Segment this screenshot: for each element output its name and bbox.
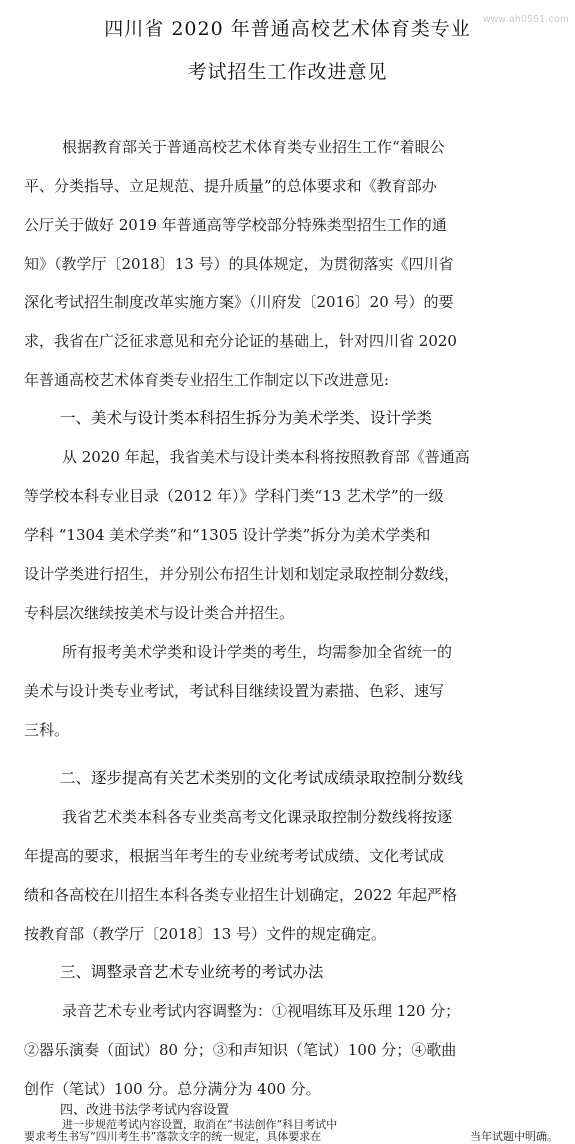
- intro-line: 深化考试招生制度改革实施方案》（川府发〔2016〕20 号）的要: [24, 293, 454, 311]
- paragraph-line: 录音艺术专业考试内容调整为：①视唱练耳及乐理 120 分；: [62, 1002, 461, 1020]
- section-heading: 三、调整录音艺术专业统考的考试办法: [60, 963, 324, 981]
- intro-line: 平、分类指导、立足规范、提升质量”的总体要求和《教育部办: [24, 177, 437, 195]
- paragraph-line: 年提高的要求，根据当年考生的专业统考考试成绩、文化考试成: [24, 847, 445, 865]
- section-heading: 四、改进书法学考试内容设置: [60, 1103, 230, 1118]
- paragraph-line: 等学校本科专业目录（2012 年）》学科门类“13 艺术学”的一级: [24, 487, 444, 505]
- paragraph-line: 我省艺术类本科各专业类高考文化课录取控制分数线将按逐: [62, 808, 453, 826]
- intro-line: 求，我省在广泛征求意见和充分论证的基础上，针对四川省 2020: [24, 332, 457, 350]
- paragraph-line: 要求考生书写“四川考生书”落款文字的统一规定，具体要求在: [24, 1130, 322, 1143]
- paragraph-line: 进一步规范考试内容设置，取消在“书法创作”科目考试中: [62, 1118, 338, 1131]
- section-heading: 一、美术与设计类本科招生拆分为美术学类、设计学类: [60, 409, 433, 427]
- paragraph-line: 美术与设计类专业考试，考试科目继续设置为素描、色彩、速写: [24, 682, 445, 700]
- paragraph-line: 创作（笔试）100 分。总分满分为 400 分。: [24, 1080, 321, 1098]
- intro-line: 根据教育部关于普通高校艺术体育类专业招生工作“着眼公: [62, 138, 445, 156]
- paragraph-line: 所有报考美术学类和设计学类的考生，均需参加全省统一的: [62, 643, 453, 661]
- section-heading: 二、逐步提高有关艺术类别的文化考试成绩录取控制分数线: [60, 769, 464, 787]
- paragraph-line: 当年试题中明确。: [470, 1130, 558, 1143]
- paragraph-line: 设计学类进行招生，并分别公布招生计划和划定录取控制分数线，: [24, 565, 460, 583]
- document-title-line-2: 考试招生工作改进意见: [187, 61, 388, 83]
- paragraph-line: 按教育部（教学厅〔2018〕13 号）文件的规定确定。: [24, 925, 387, 943]
- intro-line: 公厅关于做好 2019 年普通高等学校部分特殊类型招生工作的通: [24, 216, 447, 234]
- document-title-line-1: 四川省 2020 年普通高校艺术体育类专业: [104, 18, 471, 40]
- intro-line: 知》（教学厅〔2018〕13 号）的具体规定，为贯彻落实《四川省: [24, 255, 454, 273]
- paragraph-line: 三科。: [24, 721, 70, 739]
- paragraph-line: 专科层次继续按美术与设计类合并招生。: [24, 604, 295, 622]
- paragraph-line: 从 2020 年起，我省美术与设计类本科将按照教育部《普通高: [62, 448, 470, 466]
- paragraph-line: 学科 “1304 美术学类”和“1305 设计学类”拆分为美术学类和: [24, 526, 431, 544]
- paragraph-line: ②器乐演奏（面试）80 分；③和声知识（笔试）100 分；④歌曲: [24, 1041, 457, 1059]
- intro-line: 年普通高校艺术体育类专业招生工作制定以下改进意见:: [24, 371, 390, 389]
- watermark: www.ah0551.com: [483, 14, 569, 25]
- paragraph-line: 绩和各高校在川招生本科各类专业招生计划确定，2022 年起严格: [24, 886, 457, 904]
